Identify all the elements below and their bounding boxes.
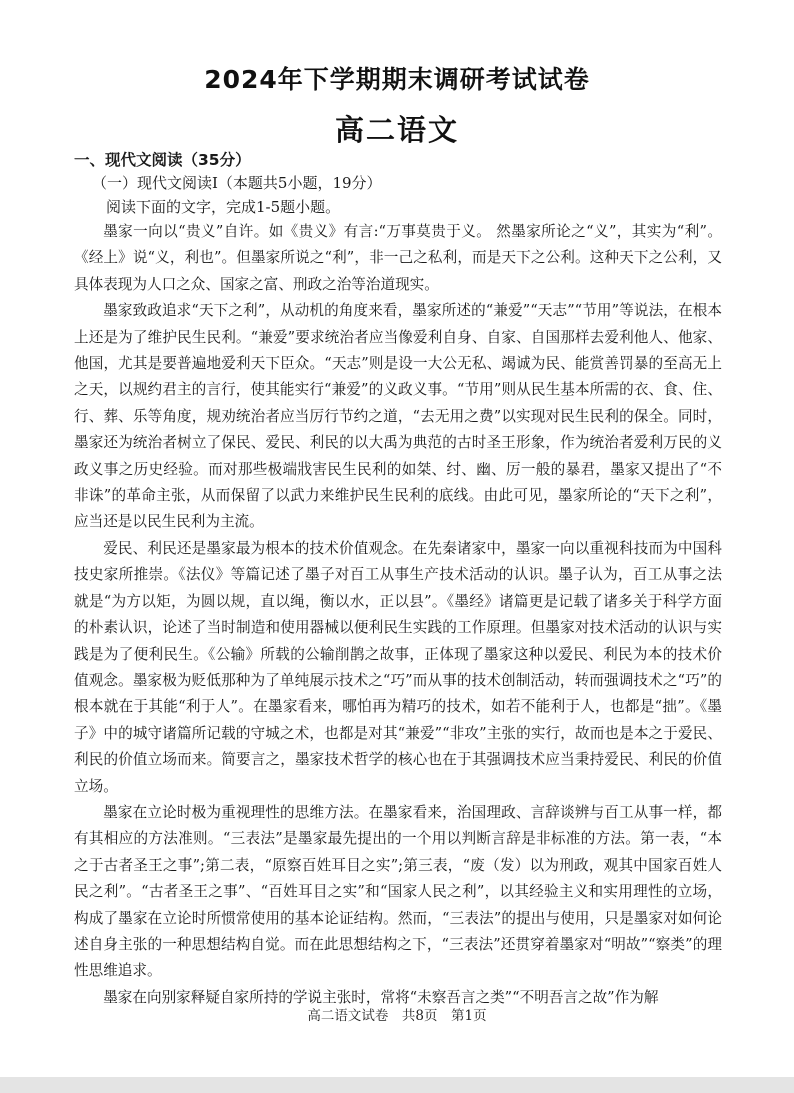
paragraph: 墨家一向以“贵义”自许。如《贵义》有言:“万事莫贵于义。 然墨家所论之“义”，其实为“利”。《经上》说“义，利也”。但墨家所说之“利”，非一己之私利，而是天下之公利。这种天下之公利，又具体表现为人口之众、国家之富、刑政之治等治道现实。 xyxy=(74,223,722,293)
paragraph: 爱民、利民还是墨家最为根本的技术价值观念。在先秦诸家中，墨家一向以重视科技而为中国科技史家所推崇。《法仪》等篇记述了墨子对百工从事生产技术活动的认识。墨子认为，百工从事之法就是“为方以矩，为圆以规，直以绳，衡以水，正以县”。《墨经》诸篇更是记载了诸多关于科学方面的朴素认识，论述了当时制造和使用器械以便利民生实践的工作原理。但墨家对技术活动的认识与实践是为了便利民生。《公输》所载的公输削鹊之故事，正体现了墨家这种以爱民、利民为本的技术价值观念。墨家极为贬低那种为了单纯展示技术之“巧”而从事的技术创制活动，转而强调技术之“巧”的根本就在于其能“利于人”。在墨家看来，哪怕再为精巧的技术，如若不能利于人，也都是“拙”。《墨子》中的城守诸篇所记载的守城之术，也都是对其“兼爱”“非攻”主张的实行，故而也是本之于爱民、利民的价值立场而来。简要言之，墨家技术哲学的核心也在于其强调技术应当秉持爱民、利民的价值立场。 xyxy=(74,539,723,795)
subject-title: 高二语文 xyxy=(334,113,459,147)
page-footer: 高二语文试卷 共8页 第1页 xyxy=(307,1008,487,1024)
paragraph: 墨家致政追求“天下之利”，从动机的角度来看，墨家所述的“兼爱”“天志”“节用”等说法，在根本上还是为了维护民生民利。“兼爱”要求统治者应当像爱利自身、自家、自国那样去爱利他人、他家、他国，尤其是要普遍地爱利天下臣众。“天志”则是设一大公无私、竭诚为民、能赏善罚暴的至高无上之天，以规约君主的言行，使其能实行“兼爱”的义政义事。“节用”则从民生基本所需的衣、食、住、行、葬、乐等角度，规劝统治者应当厉行节约之道，“去无用之费”以实现对民生民利的保全。同时，墨家还为统治者树立了保民、爱民、利民的以大禹为典范的古时圣王形象，作为统治者爱利万民的义政义事之历史经验。而对那些极端戕害民生民利的如桀、纣、幽、厉一般的暴君，墨家又提出了“不非诛”的革命主张，从而保留了以武力来维护民生民利的底线。由此可见，墨家所论的“天下之利”，应当还是以民生民利为主流。 xyxy=(74,302,722,531)
subsection-heading: （一）现代文阅读Ⅰ（本题共5小题，19分） xyxy=(92,174,382,192)
paragraph: 墨家在向别家释疑自家所持的学说主张时，常将“未察吾言之类”“不明吾言之故”作为解 xyxy=(103,988,659,1006)
reading-content xyxy=(74,148,722,1011)
paragraph: 墨家在立论时极为重视理性的思维方法。在墨家看来，治国理政、言辞谈辨与百工从事一样，都有其相应的方法准则。“三表法”是墨家最先提出的一个用以判断言辞是非标准的方法。第一表，“本之于古者圣王之事”;第二表，“原察百姓耳目之实”;第三表，“废（发）以为刑政，观其中国家百姓人民之利”。“古者圣王之事”、“百姓耳目之实”和“国家人民之利”，以其经验主义和实用理性的立场，构成了墨家在立论时所惯常使用的基本论证结构。然而，“三表法”的提出与使用，只是墨家对如何论述自身主张的一种思想结构自觉。而在此思想结构之下，“三表法”还贯穿着墨家对“明故”“察类”的理性思维追求。 xyxy=(74,803,722,980)
exam-title: 2024年下学期期末调研考试试卷 xyxy=(204,65,590,94)
section-heading: 一、现代文阅读（35分） xyxy=(74,151,251,169)
page-bottom-margin xyxy=(0,1077,794,1093)
reading-instruction: 阅读下面的文字，完成1-5题小题。 xyxy=(106,198,341,216)
